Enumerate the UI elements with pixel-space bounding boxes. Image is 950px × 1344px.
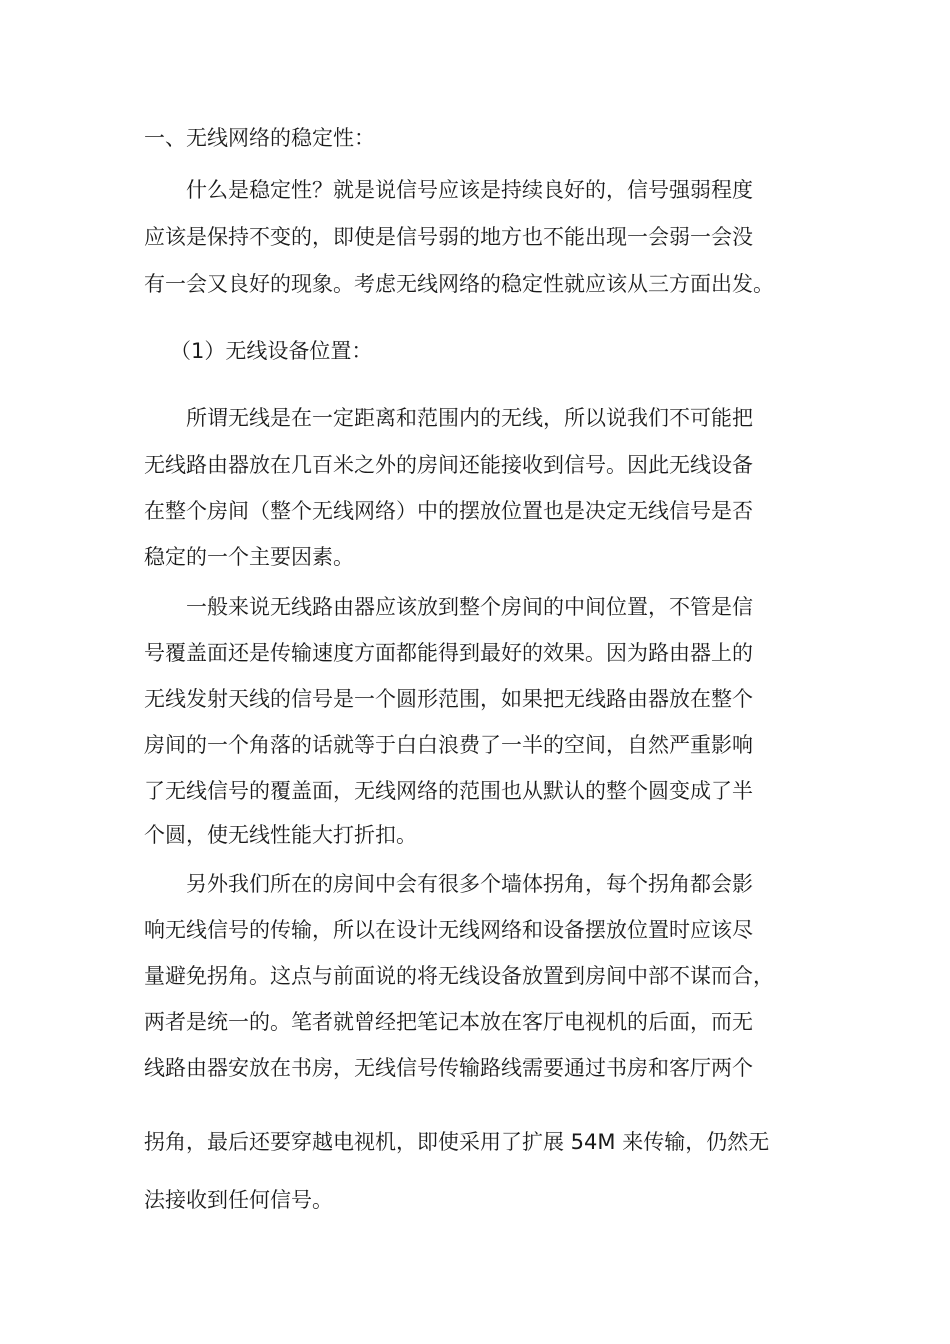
paragraph-line: 了无线信号的覆盖面，无线网络的范围也从默认的整个圆变成了半 — [144, 779, 753, 803]
section-heading: 一、无线网络的稳定性： — [144, 126, 375, 150]
intro-line: 应该是保持不变的，即使是信号弱的地方也不能出现一会弱一会没 — [144, 225, 753, 249]
paragraph-line: 一般来说无线路由器应该放到整个房间的中间位置，不管是信 — [186, 595, 753, 619]
paragraph-line: 稳定的一个主要因素。 — [144, 545, 354, 569]
paragraph-line: 个圆，使无线性能大打折扣。 — [144, 823, 417, 847]
paragraph-line: 量避免拐角。这点与前面说的将无线设备放置到房间中部不谋而合， — [144, 964, 774, 988]
paragraph-line: 响无线信号的传输，所以在设计无线网络和设备摆放位置时应该尽 — [144, 918, 753, 942]
paragraph-line: 线路由器安放在书房，无线信号传输路线需要通过书房和客厅两个 — [144, 1056, 753, 1080]
paragraph-line: 在整个房间（整个无线网络）中的摆放位置也是决定无线信号是否 — [144, 499, 753, 523]
paragraph-line: 两者是统一的。笔者就曾经把笔记本放在客厅电视机的后面，而无 — [144, 1010, 753, 1034]
paragraph-line: 拐角，最后还要穿越电视机，即使采用了扩展 54M 来传输，仍然无 — [144, 1130, 770, 1154]
intro-line: 什么是稳定性？就是说信号应该是持续良好的，信号强弱程度 — [186, 178, 753, 202]
paragraph-line: 法接收到任何信号。 — [144, 1188, 333, 1212]
paragraph-line: 另外我们所在的房间中会有很多个墙体拐角，每个拐角都会影 — [186, 872, 753, 896]
paragraph-line: 无线发射天线的信号是一个圆形范围，如果把无线路由器放在整个 — [144, 687, 753, 711]
paragraph-line: 房间的一个角落的话就等于白白浪费了一半的空间，自然严重影响 — [144, 733, 753, 757]
paragraph-line: 无线路由器放在几百米之外的房间还能接收到信号。因此无线设备 — [144, 453, 753, 477]
paragraph-line: 所谓无线是在一定距离和范围内的无线，所以说我们不可能把 — [186, 406, 753, 430]
subsection-heading: （1）无线设备位置： — [170, 339, 373, 363]
paragraph-line: 号覆盖面还是传输速度方面都能得到最好的效果。因为路由器上的 — [144, 641, 753, 665]
intro-line: 有一会又良好的现象。考虑无线网络的稳定性就应该从三方面出发。 — [144, 272, 774, 296]
